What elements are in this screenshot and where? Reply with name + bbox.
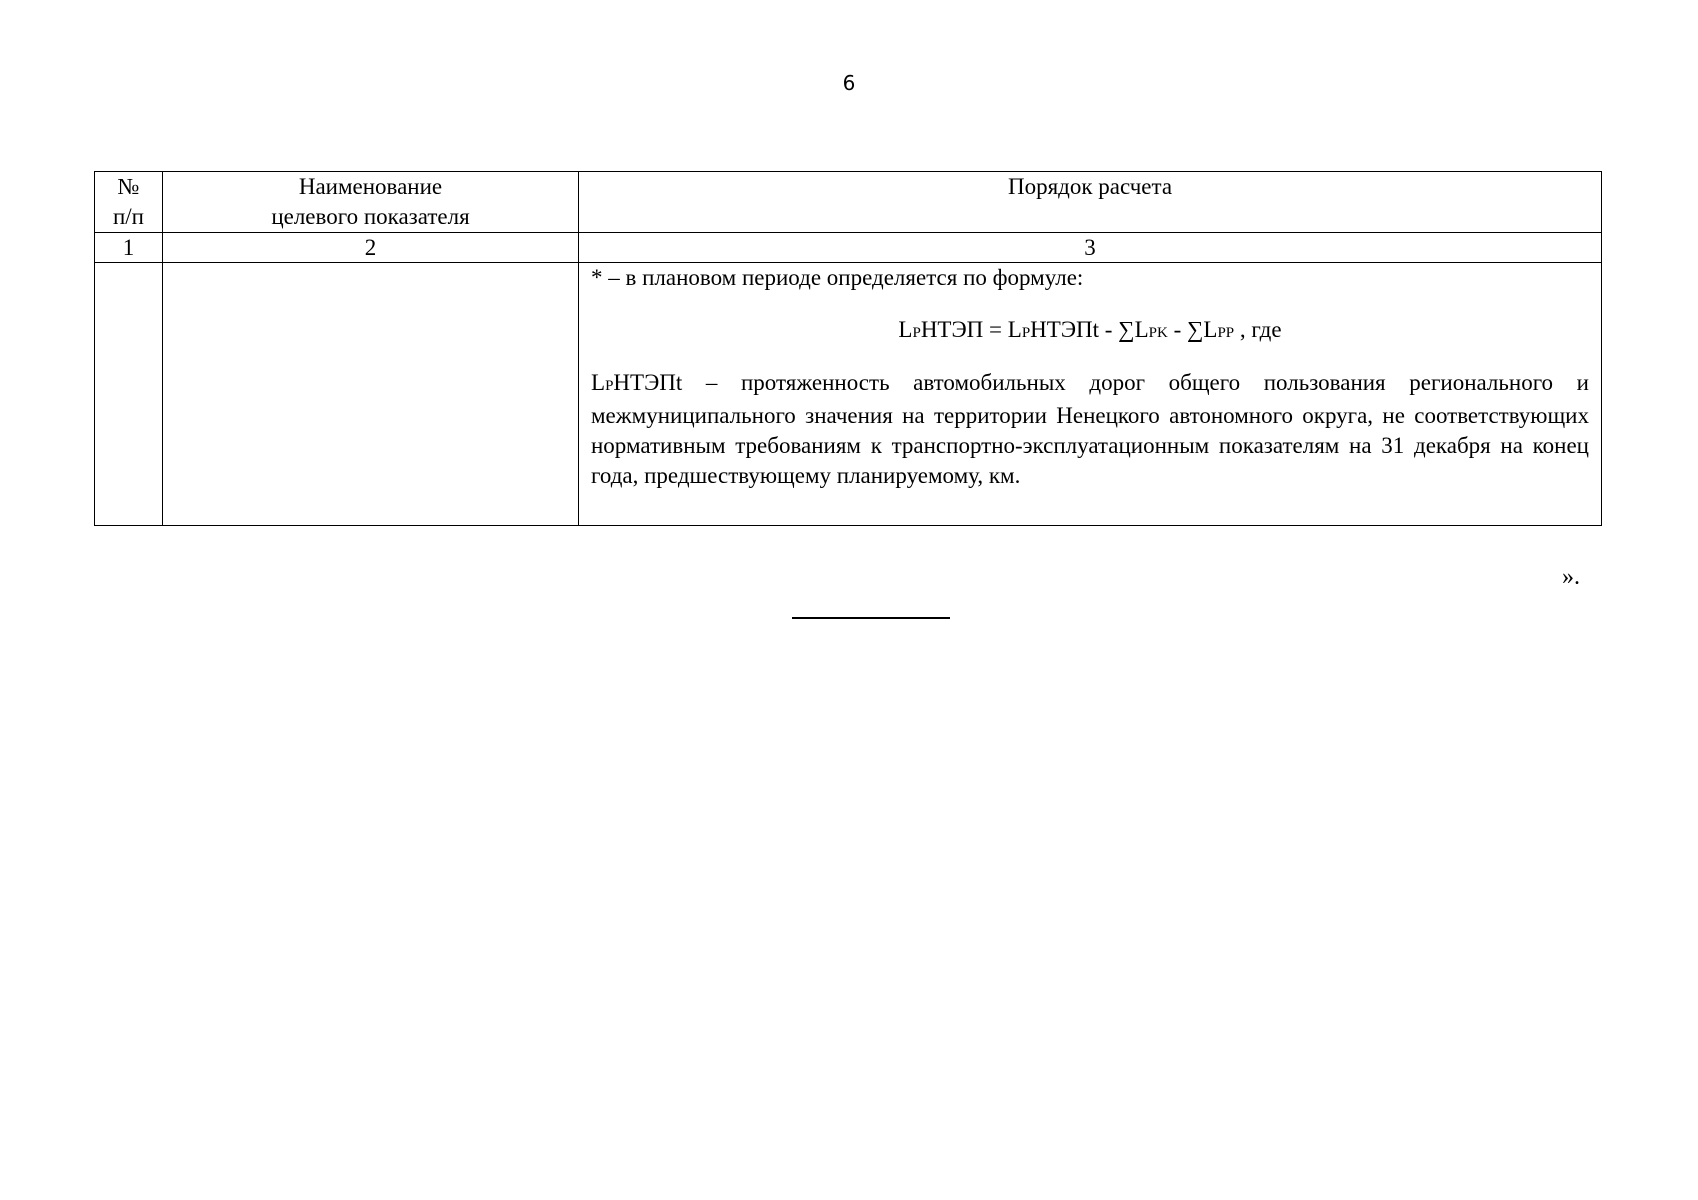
row-calculation-cell [579, 263, 1602, 526]
row-number-cell [95, 263, 163, 526]
formula-intro: * – в плановом периоде определяется по формуле: [591, 265, 1084, 290]
term-symbol: L [591, 370, 606, 395]
header-name-line-2: целевого показателя [271, 204, 470, 229]
formula-lhs-subscript: P [912, 325, 921, 341]
formula-tail: , где [1234, 317, 1282, 342]
column-number-2: 2 [163, 233, 579, 263]
formula-rk-subscript: PK [1148, 325, 1168, 341]
column-number-3: 3 [579, 233, 1602, 263]
header-calculation-label: Порядок расчета [1007, 174, 1173, 199]
formula-t-symbol: L [1007, 317, 1022, 342]
calculation-table [94, 171, 1602, 526]
formula-t-rest: НТЭПt - ∑ [1030, 317, 1135, 342]
closing-quote: ». [1562, 564, 1580, 590]
header-name-cell [163, 172, 579, 233]
header-number-cell [95, 172, 163, 233]
table-header-row [95, 172, 1602, 233]
term-description-text: – протяженность автомобильных дорог общего пользования регионального и межмуниципального значения на территории Ненецкого автономного округа, не соответствующих нормативным требованиям к транспортно-эксплуатационным показателям на 31 декабря на конец года, предшествующему планируемому, км. [591, 370, 1589, 488]
header-number-line-1: № [117, 174, 140, 199]
formula-term-description [591, 368, 1589, 491]
term-rest: НТЭПt [613, 370, 683, 395]
row-name-cell [163, 263, 579, 526]
header-number-line-2: п/п [112, 204, 144, 229]
formula-rk-symbol: L [1134, 317, 1149, 342]
separator-line [792, 617, 950, 619]
formula-lhs-rest: НТЭП = [920, 317, 1008, 342]
formula [591, 315, 1589, 348]
column-number-1: 1 [95, 233, 163, 263]
header-calculation-cell [579, 172, 1602, 233]
formula-rp-symbol: L [1203, 317, 1218, 342]
formula-rk-rest: - ∑ [1167, 317, 1204, 342]
formula-lhs-symbol: L [898, 317, 913, 342]
page-number: 6 [842, 71, 856, 95]
term-subscript: P [605, 378, 614, 394]
formula-rp-subscript: PP [1217, 325, 1235, 341]
header-name-line-1: Наименование [298, 174, 443, 199]
table-row [95, 263, 1602, 526]
formula-t-subscript: P [1021, 325, 1031, 341]
column-number-row [95, 233, 1602, 263]
